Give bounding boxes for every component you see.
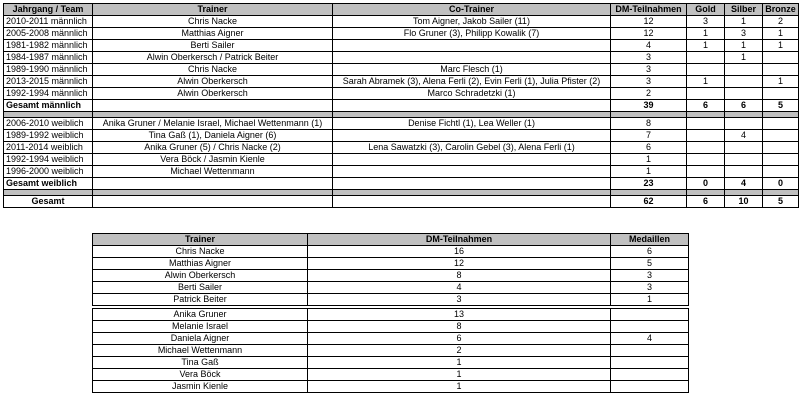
table-row	[93, 282, 689, 294]
team-cell: 1992-1994 männlich	[4, 88, 93, 100]
dm-cell: 6	[611, 142, 687, 154]
male-total-silber: 6	[725, 100, 763, 112]
cotrainer-cell	[333, 52, 611, 64]
cotrainer-cell: Marc Flesch (1)	[333, 64, 611, 76]
medals-cell: 3	[611, 270, 689, 282]
female-total-dm: 23	[611, 178, 687, 190]
table-row	[93, 357, 689, 369]
table-row	[93, 333, 689, 345]
trainer-cell: Tina Gaß	[93, 357, 308, 369]
medals-cell	[611, 321, 689, 333]
medals-cell: 5	[611, 258, 689, 270]
trainer-cell: Michael Wettenmann	[93, 166, 333, 178]
bronze-cell	[763, 64, 799, 76]
dm-cell: 12	[611, 28, 687, 40]
dm-cell: 1	[611, 154, 687, 166]
header-dm: DM-Teilnahmen	[611, 4, 687, 16]
male-total-gold: 6	[687, 100, 725, 112]
trainer-cell: Matthias Aigner	[93, 258, 308, 270]
table-row	[93, 246, 689, 258]
grand-total-gold: 6	[687, 196, 725, 208]
dm-cell: 12	[308, 258, 611, 270]
dm-cell: 1	[308, 381, 611, 393]
gold-cell	[687, 52, 725, 64]
medals-cell: 1	[611, 294, 689, 306]
table-row	[93, 381, 689, 393]
female-total-bronze: 0	[763, 178, 799, 190]
trainer-summary-table	[92, 233, 689, 393]
silber-cell	[725, 64, 763, 76]
male-total-row	[4, 100, 799, 112]
cotrainer-cell	[333, 166, 611, 178]
bronze-cell	[763, 166, 799, 178]
silber-cell: 1	[725, 40, 763, 52]
grand-total-row	[4, 196, 799, 208]
header-trainer: Trainer	[93, 234, 308, 246]
grand-total-bronze: 5	[763, 196, 799, 208]
trainer-cell: Anika Gruner	[93, 309, 308, 321]
bronze-cell: 1	[763, 40, 799, 52]
trainer-cell: Chris Nacke	[93, 16, 333, 28]
trainer-cell: Jasmin Kienle	[93, 381, 308, 393]
table-row	[4, 118, 799, 130]
table-row	[93, 309, 689, 321]
trainer-cell: Matthias Aigner	[93, 28, 333, 40]
gold-cell: 1	[687, 40, 725, 52]
trainer-cell: Vera Böck	[93, 369, 308, 381]
team-cell: 1984-1987 männlich	[4, 52, 93, 64]
header-cotrainer: Co-Trainer	[333, 4, 611, 16]
trainer-cell: Tina Gaß (1), Daniela Aigner (6)	[93, 130, 333, 142]
female-total-label: Gesamt weiblich	[4, 178, 93, 190]
dm-cell: 1	[611, 166, 687, 178]
dm-cell: 3	[308, 294, 611, 306]
bronze-cell: 1	[763, 76, 799, 88]
trainer-cell: Chris Nacke	[93, 246, 308, 258]
header-trainer: Trainer	[93, 4, 333, 16]
header-silber: Silber	[725, 4, 763, 16]
team-cell: 1989-1990 männlich	[4, 64, 93, 76]
medals-cell	[611, 381, 689, 393]
dm-cell: 6	[308, 333, 611, 345]
dm-cell: 12	[611, 16, 687, 28]
medals-cell: 3	[611, 282, 689, 294]
header-bronze: Bronze	[763, 4, 799, 16]
dm-cell: 7	[611, 130, 687, 142]
team-cell: 2010-2011 männlich	[4, 16, 93, 28]
silber-cell: 1	[725, 52, 763, 64]
table-row	[4, 88, 799, 100]
dm-cell: 8	[611, 118, 687, 130]
silber-cell: 3	[725, 28, 763, 40]
female-total-silber: 4	[725, 178, 763, 190]
table-row	[4, 130, 799, 142]
dm-cell: 3	[611, 52, 687, 64]
cotrainer-cell	[333, 130, 611, 142]
silber-cell: 4	[725, 130, 763, 142]
medals-cell	[611, 369, 689, 381]
silber-cell	[725, 118, 763, 130]
silber-cell	[725, 166, 763, 178]
gold-cell: 1	[687, 28, 725, 40]
trainer-cell: Alwin Oberkersch	[93, 270, 308, 282]
table-row	[4, 52, 799, 64]
silber-cell	[725, 142, 763, 154]
dm-cell: 2	[611, 88, 687, 100]
grand-total-dm: 62	[611, 196, 687, 208]
trainer-cell: Anika Gruner (5) / Chris Nacke (2)	[93, 142, 333, 154]
trainer-cell: Michael Wettenmann	[93, 345, 308, 357]
table-header-row	[4, 4, 799, 16]
grand-total-silber: 10	[725, 196, 763, 208]
medals-cell	[611, 357, 689, 369]
trainer-cell: Berti Sailer	[93, 282, 308, 294]
medals-cell: 4	[611, 333, 689, 345]
gold-cell	[687, 142, 725, 154]
gold-cell	[687, 64, 725, 76]
cotrainer-cell: Flo Gruner (3), Philipp Kowalik (7)	[333, 28, 611, 40]
medals-cell	[611, 345, 689, 357]
dm-cell: 16	[308, 246, 611, 258]
team-cell: 2005-2008 männlich	[4, 28, 93, 40]
table-row	[4, 28, 799, 40]
silber-cell	[725, 76, 763, 88]
table-row	[93, 294, 689, 306]
medals-cell: 6	[611, 246, 689, 258]
team-cell: 1992-1994 weiblich	[4, 154, 93, 166]
gold-cell	[687, 118, 725, 130]
table-row	[93, 345, 689, 357]
cotrainer-cell: Tom Aigner, Jakob Sailer (11)	[333, 16, 611, 28]
table-row	[4, 16, 799, 28]
table-row	[93, 369, 689, 381]
dm-cell: 13	[308, 309, 611, 321]
dm-cell: 2	[308, 345, 611, 357]
male-total-bronze: 5	[763, 100, 799, 112]
gold-cell: 1	[687, 76, 725, 88]
dm-cell: 8	[308, 270, 611, 282]
header-medals: Medaillen	[611, 234, 689, 246]
cotrainer-cell: Lena Sawatzki (3), Carolin Gebel (3), Alena Ferli (1)	[333, 142, 611, 154]
silber-cell	[725, 88, 763, 100]
table-header-row	[93, 234, 689, 246]
trainer-cell: Patrick Beiter	[93, 294, 308, 306]
table-row	[4, 166, 799, 178]
bronze-cell	[763, 142, 799, 154]
table-row	[93, 270, 689, 282]
cotrainer-cell: Denise Fichtl (1), Lea Weller (1)	[333, 118, 611, 130]
team-cell: 1989-1992 weiblich	[4, 130, 93, 142]
bronze-cell: 2	[763, 16, 799, 28]
team-cell: 2013-2015 männlich	[4, 76, 93, 88]
trainer-cell: Vera Böck / Jasmin Kienle	[93, 154, 333, 166]
table-row	[4, 40, 799, 52]
silber-cell: 1	[725, 16, 763, 28]
dm-cell: 1	[308, 369, 611, 381]
female-total-row	[4, 178, 799, 190]
gold-cell	[687, 130, 725, 142]
team-cell: 2011-2014 weiblich	[4, 142, 93, 154]
trainer-cell: Chris Nacke	[93, 64, 333, 76]
header-gold: Gold	[687, 4, 725, 16]
table-row	[4, 64, 799, 76]
bronze-cell	[763, 118, 799, 130]
gold-cell	[687, 154, 725, 166]
team-cell: 2006-2010 weiblich	[4, 118, 93, 130]
bronze-cell	[763, 154, 799, 166]
female-total-gold: 0	[687, 178, 725, 190]
team-cell: 1996-2000 weiblich	[4, 166, 93, 178]
team-results-table	[3, 3, 799, 208]
medals-cell	[611, 309, 689, 321]
grand-total-label: Gesamt	[4, 196, 93, 208]
table-row	[93, 321, 689, 333]
bronze-cell	[763, 52, 799, 64]
dm-cell: 1	[308, 357, 611, 369]
table-row	[93, 258, 689, 270]
trainer-cell: Alwin Oberkersch	[93, 88, 333, 100]
male-total-label: Gesamt männlich	[4, 100, 93, 112]
gold-cell: 3	[687, 16, 725, 28]
gold-cell	[687, 166, 725, 178]
gold-cell	[687, 88, 725, 100]
table-row	[4, 154, 799, 166]
dm-cell: 4	[308, 282, 611, 294]
trainer-cell: Alwin Oberkersch	[93, 76, 333, 88]
dm-cell: 3	[611, 64, 687, 76]
male-total-dm: 39	[611, 100, 687, 112]
bronze-cell	[763, 130, 799, 142]
trainer-cell: Daniela Aigner	[93, 333, 308, 345]
table-row	[4, 142, 799, 154]
team-cell: 1981-1982 männlich	[4, 40, 93, 52]
bronze-cell: 1	[763, 28, 799, 40]
cotrainer-cell: Marco Schradetzki (1)	[333, 88, 611, 100]
cotrainer-cell	[333, 40, 611, 52]
dm-cell: 4	[611, 40, 687, 52]
dm-cell: 3	[611, 76, 687, 88]
trainer-cell: Melanie Israel	[93, 321, 308, 333]
trainer-cell: Anika Gruner / Melanie Israel, Michael Wettenmann (1)	[93, 118, 333, 130]
bronze-cell	[763, 88, 799, 100]
silber-cell	[725, 154, 763, 166]
cotrainer-cell: Sarah Abramek (3), Alena Ferli (2), Evin Ferli (1), Julia Pfister (2)	[333, 76, 611, 88]
table-row	[4, 76, 799, 88]
trainer-cell: Berti Sailer	[93, 40, 333, 52]
cotrainer-cell	[333, 154, 611, 166]
dm-cell: 8	[308, 321, 611, 333]
header-dm: DM-Teilnahmen	[308, 234, 611, 246]
trainer-cell: Alwin Oberkersch / Patrick Beiter	[93, 52, 333, 64]
header-team: Jahrgang / Team	[4, 4, 93, 16]
